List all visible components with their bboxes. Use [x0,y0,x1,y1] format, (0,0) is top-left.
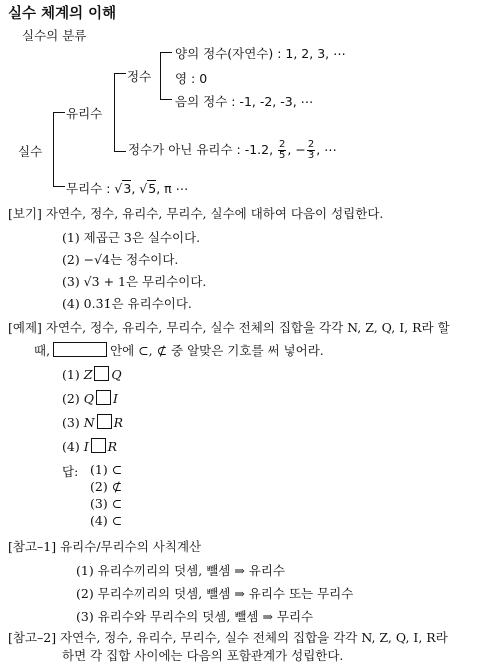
answer-box [96,390,111,405]
ref1-label: [참고–1] [8,539,57,554]
ref1-item: (3) 유리수와 무리수의 덧셈, 뺄셈 ⇒ 무리수 [76,609,314,624]
answer-box [97,414,112,429]
answer-item: (1) ⊂ [90,462,123,477]
bogi-item: (2) −√4는 정수이다. [62,252,179,267]
section-subtitle: 실수의 분류 [22,28,87,43]
bogi-item: (1) 제곱근 3은 실수이다. [62,230,201,245]
problem-row: (2) Q I [62,391,118,406]
bracket-rational [114,73,115,152]
bogi-intro: [보기] 자연수, 정수, 유리수, 무리수, 실수에 대하여 다음이 성립한다. [8,206,384,221]
problem-row: (1) Z Q [62,367,122,382]
ref1-heading: [참고–1] 유리수/무리수의 사칙계산 [8,539,202,554]
node-non-integer-rational: 정수가 아닌 유리수 : -1.2, $\frac{2}{5}$ , − $\frac{2}{3}$ , ⋯ [128,139,337,161]
fraction-2-3: $\frac{2}{3}$ [307,139,315,161]
answer-item: (3) ⊂ [90,496,123,511]
problem-row: (4) I R [62,439,118,454]
ref1-item: (1) 유리수끼리의 덧셈, 뺄셈 ⇒ 유리수 [76,563,285,578]
node-negative-int: 음의 정수 : -1, -2, -3, ⋯ [175,94,314,109]
node-rational: 유리수 [66,106,103,121]
example-line-1: [예제] 자연수, 정수, 유리수, 무리수, 실수 전체의 집합을 각각 N, Z, Q, I, R라 할 [8,320,450,335]
node-irrational: 무리수 : √3, √5, π ⋯ [66,181,189,196]
page-title: 실수 체계의 이해 [8,6,117,22]
answer-item: (4) ⊂ [90,513,123,528]
example-label: [예제] [8,320,42,335]
answer-box [91,438,106,453]
node-integer: 정수 [127,69,152,84]
ref2-line-1: [참고–2] 자연수, 정수, 유리수, 무리수, 실수 전체의 집합을 각각 N, Z, Q, I, R라 [8,630,448,645]
bogi-label: [보기] [8,206,42,221]
answer-box [94,366,109,381]
problem-row: (3) N R [62,415,124,430]
node-real: 실수 [18,144,43,159]
answer-item: (2) ⊄ [90,479,123,494]
example-line-2: 때, 안에 ⊂, ⊄ 중 알맞은 기호를 써 넣어라. [34,343,324,358]
answer-label: 답: [62,464,79,479]
bogi-item: (3) √3 + 1은 무리수이다. [62,274,207,289]
bracket-integer [160,52,161,100]
bogi-item: (4) 0.3̇1̇은 유리수이다. [62,296,192,311]
node-positive-int: 양의 정수(자연수) : 1, 2, 3, ⋯ [175,46,346,61]
bracket-real [53,112,54,187]
ref2-label: [참고–2] [8,630,57,645]
ref2-line-2: 하면 각 집합 사이에는 다음의 포함관계가 성립한다. [62,648,344,663]
node-zero: 영 : 0 [175,71,208,86]
fraction-2-5: $\frac{2}{5}$ [279,139,286,161]
ref1-item: (2) 무리수끼리의 덧셈, 뺄셈 ⇒ 유리수 또는 무리수 [76,586,354,601]
blank-box [53,342,107,357]
